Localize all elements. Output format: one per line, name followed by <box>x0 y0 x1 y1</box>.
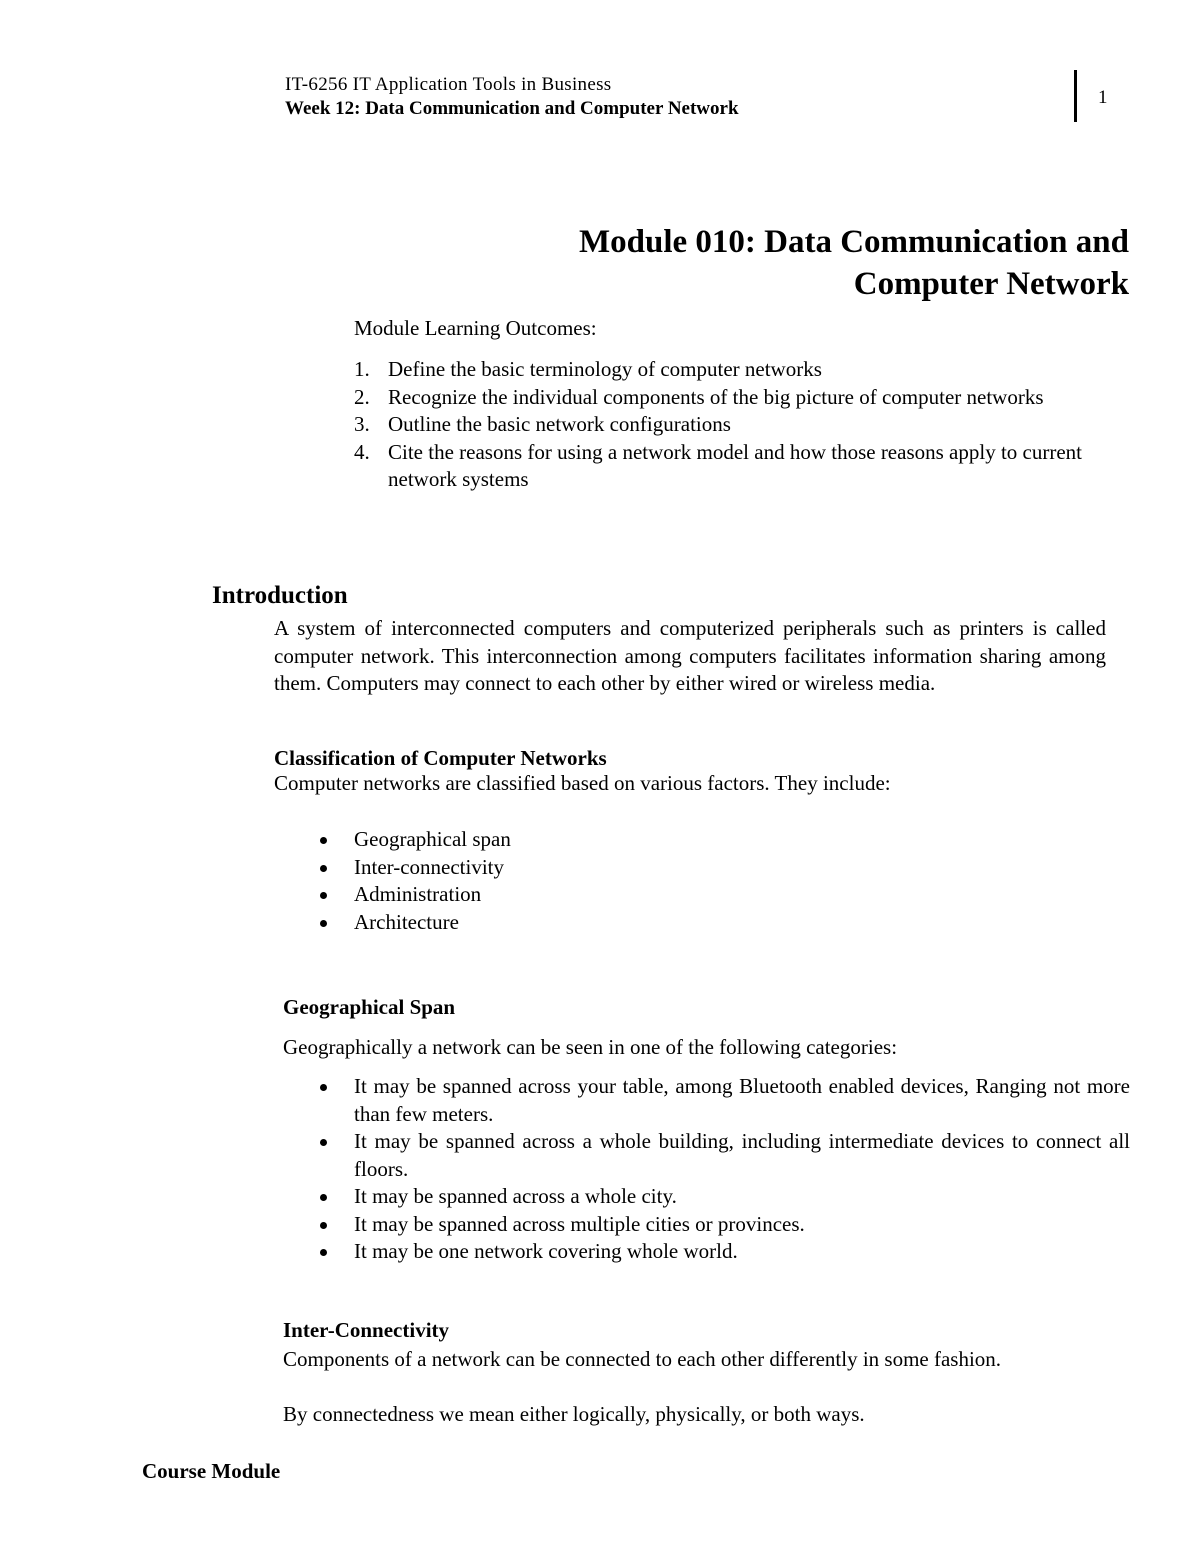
list-item <box>320 1211 1130 1239</box>
list-item-text: Inter-connectivity <box>354 854 505 879</box>
list-item <box>354 356 1120 384</box>
bullet-icon <box>320 865 327 872</box>
outcome-text: Recognize the individual components of the big picture of computer networks <box>388 384 1044 409</box>
bullet-icon <box>320 1249 327 1256</box>
bullet-icon <box>320 1222 327 1229</box>
list-number: 4. <box>354 439 370 464</box>
list-item-text: It may be spanned across a whole city. <box>354 1184 677 1208</box>
list-item <box>320 1128 1130 1183</box>
header-divider <box>1074 70 1077 122</box>
introduction-paragraph: A system of interconnected computers and computerized peripherals such as printers is called computer network. This interconnection among computers facilitates information sharing among them. Computers may connect to each other by either wired or wireless media. <box>274 616 1106 695</box>
bullet-icon <box>320 1194 327 1201</box>
classification-text: Computer networks are classified based on various factors. They include: <box>274 771 891 795</box>
list-item-text: It may be one network covering whole world. <box>354 1239 738 1263</box>
bullet-icon <box>320 920 327 927</box>
list-item <box>320 1183 1130 1211</box>
list-item <box>320 1238 1130 1266</box>
bullet-icon <box>320 1139 327 1146</box>
bullet-icon <box>320 1084 327 1091</box>
outcome-text: Outline the basic network configurations <box>388 412 731 436</box>
module-title <box>500 221 1129 305</box>
classification-list <box>320 826 820 936</box>
list-number: 2. <box>354 384 370 409</box>
outcome-text: Define the basic terminology of computer networks <box>388 357 822 381</box>
outcomes-list <box>354 356 1120 494</box>
week-title: Week 12: Data Communication and Computer Network <box>285 98 739 119</box>
geographical-span-heading: Geographical Span <box>283 995 456 1019</box>
list-item <box>320 854 820 882</box>
page-number: 1 <box>1098 87 1108 108</box>
list-item-text: Administration <box>354 882 482 906</box>
list-item <box>354 384 1120 412</box>
footer-label: Course Module <box>142 1459 281 1483</box>
list-number: 3. <box>354 412 370 436</box>
list-item-text: Architecture <box>354 909 459 934</box>
bullet-icon <box>320 892 327 899</box>
module-title-line-1: Module 010: Data Communication and <box>578 224 1129 260</box>
outcome-text: Cite the reasons for using a network model and how those reasons apply to current network systems <box>388 439 1082 491</box>
geographical-span-text: Geographically a network can be seen in one of the following categories: <box>283 1035 898 1059</box>
list-item-text: Geographical span <box>354 827 511 851</box>
introduction-heading: Introduction <box>212 582 348 609</box>
list-item-text: It may be spanned across your table, among Bluetooth enabled devices, Ranging not more than few meters. <box>354 1074 1130 1126</box>
inter-connectivity-heading: Inter-Connectivity <box>283 1318 450 1342</box>
list-number: 1. <box>354 357 370 381</box>
list-item-text: It may be spanned across multiple cities or provinces. <box>354 1211 805 1236</box>
course-code-title: IT-6256 IT Application Tools in Business <box>285 74 612 95</box>
list-item <box>354 411 1120 439</box>
outcomes-heading: Module Learning Outcomes: <box>354 316 597 340</box>
list-item <box>320 881 820 909</box>
geographical-span-list <box>320 1073 1130 1266</box>
list-item <box>320 1073 1130 1128</box>
list-item-text: It may be spanned across a whole building, including intermediate devices to connect all floors. <box>354 1129 1130 1181</box>
list-item <box>320 826 820 854</box>
bullet-icon <box>320 837 327 844</box>
classification-heading: Classification of Computer Networks <box>274 746 607 770</box>
inter-connectivity-paragraph: Components of a network can be connected to each other differently in some fashion. <box>283 1347 1002 1371</box>
list-item <box>320 909 820 937</box>
list-item <box>354 439 1120 494</box>
module-title-line-2: Computer Network <box>853 266 1129 302</box>
inter-connectivity-paragraph-2: By connectedness we mean either logically, physically, or both ways. <box>283 1402 865 1426</box>
